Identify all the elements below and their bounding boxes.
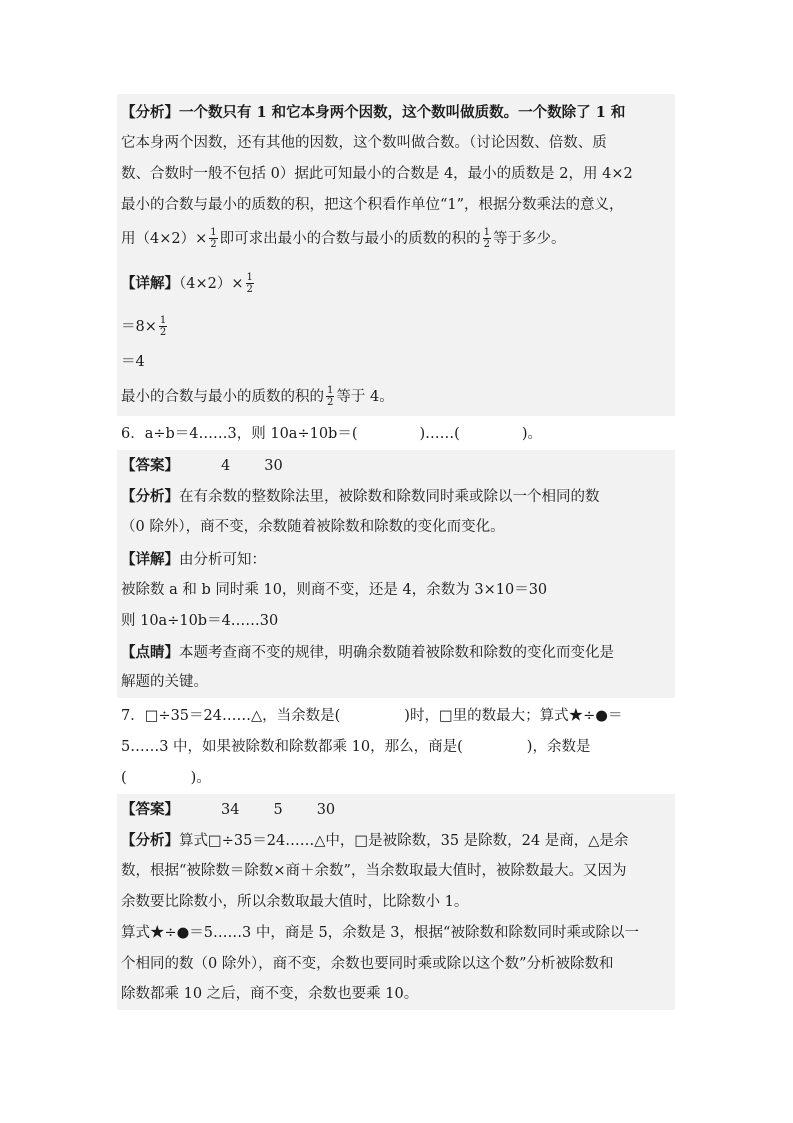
answer-label: 【答案】	[121, 801, 179, 818]
fraction-one-half: $\frac{1}{2}$	[159, 314, 167, 338]
answer-value: 4	[221, 458, 231, 474]
answer-value: 30	[264, 458, 283, 474]
detail-line-1: 【详解】（4×2）× $\frac{1}{2}$	[121, 271, 253, 295]
answer-line	[121, 794, 671, 825]
solution-block-5	[117, 94, 675, 416]
fraction-one-half: $\frac{1}{2}$	[246, 271, 253, 295]
comment-label: 【点睛】	[121, 644, 179, 661]
answer-label: 【答案】	[121, 457, 179, 474]
detail-line-2: ＝8× $\frac{1}{2}$	[121, 314, 167, 338]
analysis-line-4: 最小的合数与最小的质数的积，把这个积看作单位“1”，根据分数乘法的意义，	[121, 197, 624, 213]
detail-line-2: 被除数 a 和 b 同时乘 10，则商不变，还是 4，余数为 3×10＝30	[121, 582, 548, 598]
question-6: 6．a÷b＝4……3，则 10a÷10b＝( )……( )。	[121, 426, 542, 442]
answer-value: 30	[316, 802, 336, 818]
analysis-label: 【分析】	[121, 488, 179, 505]
detail-line-3: 则 10a÷10b＝4……30	[121, 613, 279, 629]
detail-line-1: 【详解】由分析可知：	[121, 551, 266, 568]
solution-block-6	[117, 450, 675, 698]
analysis-line-1: 【分析】在有余数的整数除法里，被除数和除数同时乘或除以一个相同的数	[121, 488, 600, 505]
detail-label: 【详解】	[121, 551, 179, 568]
question-7-line-1: 7．□÷35＝24……△，当余数是( )时，□里的数最大；算式★÷●＝	[121, 708, 623, 724]
comment-line-1: 【点睛】本题考查商不变的规律，明确余数随着被除数和除数的变化而变化是	[121, 644, 614, 661]
analysis-line-4: 算式★÷●＝5……3 中，商是 5，余数是 3，根据“被除数和除数同时乘或除以一	[121, 925, 639, 941]
analysis-line-2: 数，根据“被除数＝除数×商＋余数”，当余数取最大值时，被除数最大。又因为	[121, 863, 627, 879]
analysis-line-3: 余数要比除数小，所以余数取最大值时，比除数小 1。	[121, 894, 469, 910]
solution-block-7	[117, 794, 675, 1010]
answer-value: 5	[273, 802, 283, 818]
answer-value: 34	[221, 802, 240, 818]
analysis-line-5: 用（4×2）× $\frac{1}{2}$ 即可求出最小的合数与最小的质数的积的 $\frac{1}{2}$ 等于多少。	[121, 226, 566, 250]
analysis-line-6: 除数都乘 10 之后，商不变，余数也要乘 10。	[121, 986, 419, 1002]
analysis-line-5: 个相同的数（0 除外），商不变，余数也要同时乘或除以这个数”分析被除数和	[121, 956, 614, 972]
detail-line-4: 最小的合数与最小的质数的积的 $\frac{1}{2}$ 等于 4。	[121, 384, 394, 408]
fraction-one-half: $\frac{1}{2}$	[483, 226, 490, 250]
analysis-line-3: 数、合数时一般不包括 0）据此可知最小的合数是 4，最小的质数是 2，用 4×2	[121, 166, 633, 182]
question-7-line-2: 5……3 中，如果被除数和除数都乘 10，那么，商是( )，余数是	[121, 739, 591, 755]
analysis-line-2: （0 除外），商不变，余数随着被除数和除数的变化而变化。	[121, 519, 505, 535]
analysis-line-1: 【分析】算式□÷35＝24……△中，□是被除数，35 是除数，24 是商，△是余	[121, 832, 629, 849]
detail-line-3: ＝4	[121, 354, 145, 370]
analysis-line-2: 它本身两个因数，还有其他的因数，这个数叫做合数。（讨论因数、倍数、质	[121, 135, 607, 151]
detail-label: 【详解】	[121, 275, 179, 292]
question-7-line-3: ( )。	[121, 770, 211, 786]
fraction-one-half: $\frac{1}{2}$	[327, 384, 334, 408]
comment-line-2: 解题的关键。	[121, 674, 208, 690]
analysis-label: 【分析】	[121, 832, 179, 849]
answer-line	[121, 450, 671, 481]
fraction-one-half: $\frac{1}{2}$	[210, 226, 217, 250]
analysis-line-1: 【分析】一个数只有 1 和它本身两个因数，这个数叫做质数。一个数除了 1 和	[121, 104, 626, 121]
analysis-label: 【分析】	[121, 104, 179, 121]
